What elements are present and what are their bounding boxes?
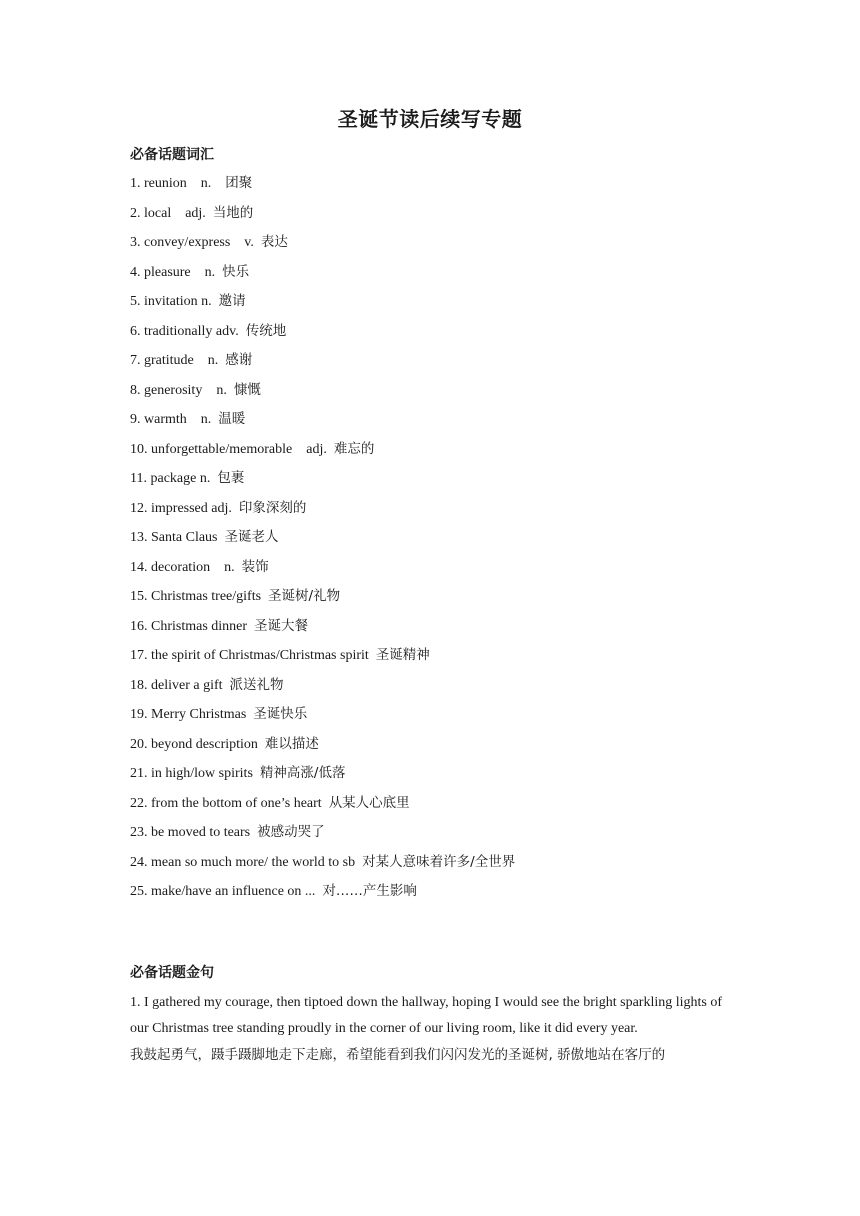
vocab-item xyxy=(130,852,515,882)
vocab-item xyxy=(130,793,515,823)
vocab-term: 8. generosity n. xyxy=(130,382,234,398)
vocab-translation: 印象深刻的 xyxy=(238,499,307,516)
vocab-translation: 圣诞老人 xyxy=(224,529,279,545)
vocab-translation: 对……产生影响 xyxy=(322,883,417,899)
vocab-term: 11. package n. xyxy=(130,471,218,486)
vocab-translation: 从某人心底里 xyxy=(328,794,410,811)
vocab-translation: 对某人意味着许多/全世界 xyxy=(362,853,516,870)
vocab-translation: 圣诞大餐 xyxy=(254,617,309,634)
vocab-term: 13. Santa Claus xyxy=(130,530,225,545)
vocab-item xyxy=(130,203,515,233)
vocab-item xyxy=(130,350,515,380)
vocab-term: 17. the spirit of Christmas/Christmas spirit xyxy=(130,648,376,663)
vocab-term: 18. deliver a gift xyxy=(130,677,230,693)
vocab-translation: 圣诞树/礼物 xyxy=(268,588,341,604)
vocab-section-heading: 必备话题词汇 xyxy=(130,147,214,163)
vocab-item xyxy=(130,675,515,705)
vocab-term: 16. Christmas dinner xyxy=(130,618,255,634)
vocab-term: 1. reunion n. xyxy=(130,176,226,191)
vocab-item xyxy=(130,586,515,616)
vocab-item xyxy=(130,380,515,410)
vocab-item xyxy=(130,734,515,764)
vocab-translation: 难忘的 xyxy=(333,440,375,457)
vocab-term: 24. mean so much more/ the world to sb xyxy=(130,854,363,870)
vocab-translation: 团聚 xyxy=(225,175,253,191)
sentences-section-heading: 必备话题金句 xyxy=(130,965,214,981)
vocab-term: 23. be moved to tears xyxy=(130,825,258,840)
vocab-term: 22. from the bottom of one’s heart xyxy=(130,795,329,811)
vocab-translation: 派送礼物 xyxy=(229,676,284,693)
vocab-item xyxy=(130,173,515,203)
vocab-translation: 装饰 xyxy=(241,558,269,575)
vocab-list xyxy=(130,173,515,911)
vocab-term: 3. convey/express v. xyxy=(130,235,261,250)
vocab-term: 10. unforgettable/memorable adj. xyxy=(130,441,334,457)
sentence-english: 1. I gathered my courage, then tiptoed down the hallway, hoping I would see the bright sparkling lights of our Christmas tree standing proudly in the corner of our living room, like it did every year. xyxy=(130,995,723,1036)
vocab-term: 7. gratitude n. xyxy=(130,353,226,368)
vocab-item xyxy=(130,704,515,734)
vocab-term: 5. invitation n. xyxy=(130,294,219,309)
vocab-term: 25. make/have an influence on ... xyxy=(130,884,323,899)
vocab-item xyxy=(130,291,515,321)
vocab-translation: 难以描述 xyxy=(264,735,319,752)
vocab-term: 15. Christmas tree/gifts xyxy=(130,589,269,604)
vocab-translation: 温暖 xyxy=(218,411,246,427)
vocab-translation: 感谢 xyxy=(225,352,253,368)
sentence-item xyxy=(130,990,730,1068)
vocab-item xyxy=(130,527,515,557)
vocab-item xyxy=(130,468,515,498)
vocab-term: 2. local adj. xyxy=(130,205,213,221)
vocab-item xyxy=(130,232,515,262)
vocab-translation: 表达 xyxy=(260,234,288,250)
vocab-item xyxy=(130,439,515,469)
vocab-item xyxy=(130,881,515,911)
vocab-term: 9. warmth n. xyxy=(130,412,219,427)
vocab-translation: 传统地 xyxy=(245,322,287,339)
vocab-item xyxy=(130,262,515,292)
vocab-translation: 圣诞精神 xyxy=(375,647,430,663)
page-title: 圣诞节读后续写专题 xyxy=(337,107,523,131)
vocab-item xyxy=(130,645,515,675)
vocab-item xyxy=(130,409,515,439)
vocab-item xyxy=(130,321,515,351)
vocab-item xyxy=(130,557,515,587)
vocab-item xyxy=(130,763,515,793)
vocab-translation: 包裹 xyxy=(217,470,245,486)
vocab-term: 14. decoration n. xyxy=(130,559,242,575)
vocab-translation: 当地的 xyxy=(212,204,254,221)
vocab-translation: 被感动哭了 xyxy=(257,824,325,840)
vocab-translation: 慷慨 xyxy=(233,381,261,398)
vocab-translation: 精神高涨/低落 xyxy=(259,765,346,781)
vocab-term: 21. in high/low spirits xyxy=(130,766,260,781)
vocab-term: 20. beyond description xyxy=(130,736,265,752)
vocab-translation: 邀请 xyxy=(218,293,246,309)
vocab-term: 12. impressed adj. xyxy=(130,500,239,516)
sentence-chinese: 我鼓起勇气，蹑手蹑脚地走下走廊，希望能看到我们闪闪发光的圣诞树, 骄傲地站在客厅的 xyxy=(130,1047,666,1063)
vocab-term: 6. traditionally adv. xyxy=(130,323,246,339)
vocab-term: 4. pleasure n. xyxy=(130,264,223,280)
vocab-translation: 圣诞快乐 xyxy=(253,706,308,722)
vocab-item xyxy=(130,498,515,528)
vocab-term: 19. Merry Christmas xyxy=(130,707,254,722)
vocab-item xyxy=(130,822,515,852)
vocab-item xyxy=(130,616,515,646)
vocab-translation: 快乐 xyxy=(222,263,250,280)
